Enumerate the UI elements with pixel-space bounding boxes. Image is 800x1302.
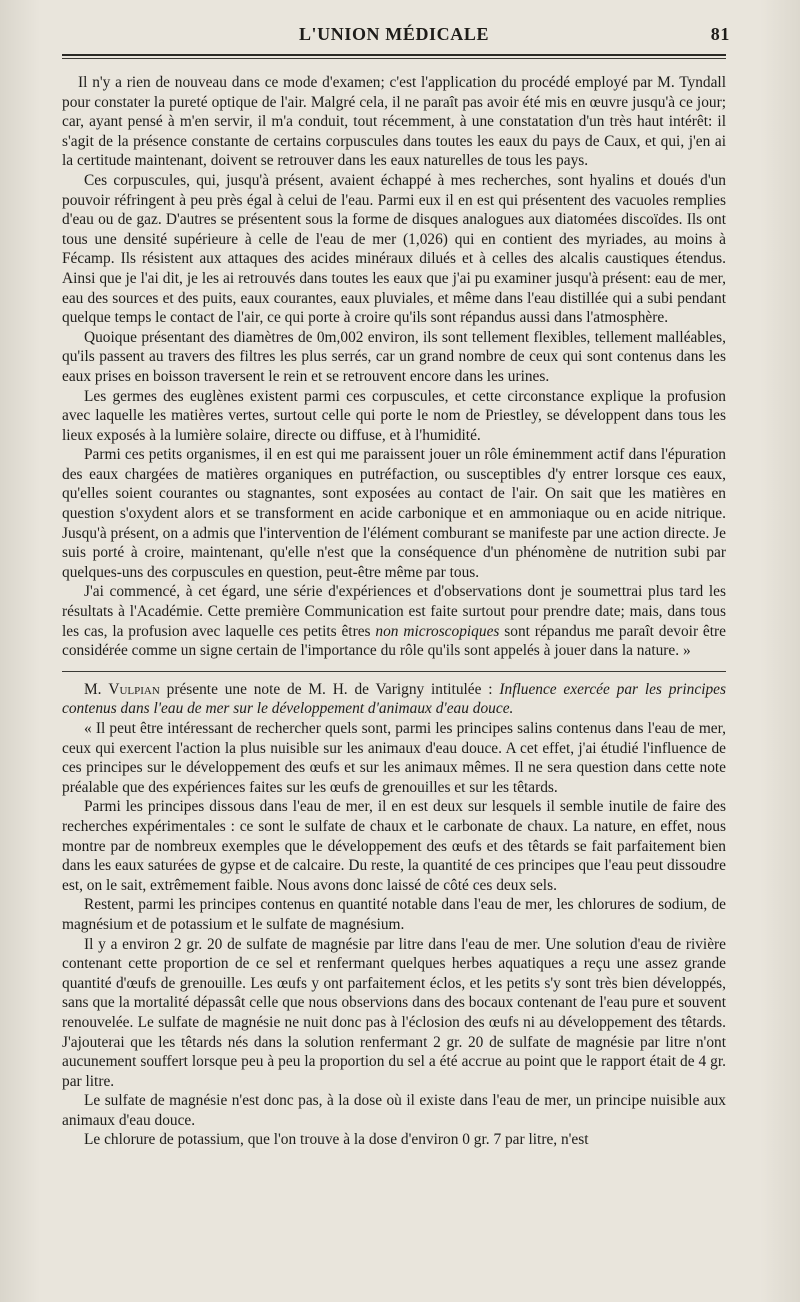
experiences-text-b: sont répandus me paraît devoir être considérée comme un signe certain de l'importance du rôle qu'ils sont appelés à jouer dans la nature. » (62, 622, 727, 660)
paragraph-interet: « Il peut être intéressant de rechercher quels sont, parmi les principes salins contenus dans l'eau de mer, ceux qui exercent l'action la plus nuisible sur les animaux d'eau douce. A cet effet, j'ai étudié l'influence de ces principes sur le développement des œufs et sur les animaux mêmes. Il ne sera question dans cette note préalable que des expériences faites sur les œufs de grenouilles et sur les têtards. (62, 720, 726, 796)
paragraph-vulpian-note (62, 680, 726, 719)
paragraph-tyndall: Il n'y a rien de nouveau dans ce mode d'examen; c'est l'application du procédé employé par M. Tyndall pour constater la pureté optique de l'air. Malgré cela, il ne paraît pas avoir été mis en œuvre jusqu'à ce jour; car, ayant pensé à m'en servir, il m'a conduit, tout récemment, à une constatation d'un très haut intérêt: il s'agit de la présence constante de certains corpuscules dans toutes les eaux du pays de Caux, et qui, j'en ai la certitude maintenant, doivent se retrouver dans les eaux naturelles de tous les pays. (62, 74, 726, 170)
paragraph-principes-dissous: Parmi les principes dissous dans l'eau de mer, il en est deux sur lesquels il semble inutile de faire des recherches expérimentales : ce sont le sulfate de chaux et le carbonate de chaux. La nature, en effet, nous montre par de nombreux exemples que le développement des œufs et des têtards se fait parfaitement bien dans les eaux saturées de gypse et de calcaire. Du reste, la quantité de ces principes que l'eau peut dissoudre est, on le sait, extrêmement faible. Nous avons donc laissé de côté ces deux sels. (62, 798, 726, 894)
paragraph-restent: Restent, parmi les principes contenus en quantité notable dans l'eau de mer, les chlorures de sodium, de magnésium et de potassium et le sulfate de magnésium. (62, 896, 726, 933)
paragraph-euglenes: Les germes des euglènes existent parmi ces corpuscules, et cette circonstance explique la profusion avec laquelle les matières vertes, surtout celle qui porte le nom de Priestley, se développent dans tous les lieux exposés à la lumière solaire, directe ou diffuse, et à l'humidité. (62, 387, 726, 444)
vulpian-prefix: M. (84, 680, 102, 698)
vulpian-name: Vulpian (108, 680, 160, 698)
article-body (62, 73, 726, 1150)
paragraph-experiences (62, 582, 726, 660)
section-divider (62, 671, 726, 672)
note-title: Influence exercée par les principes contenus dans l'eau de mer sur le développement d'animaux d'eau douce. (62, 680, 727, 718)
running-head (62, 20, 730, 48)
experiences-italic: non microscopiques (375, 622, 500, 640)
paragraph-corpuscules: Ces corpuscules, qui, jusqu'à présent, avaient échappé à mes recherches, sont hyalins et doués d'un pouvoir réfringent à peu près égal à celui de l'eau. Parmi eux il en est qui présentent des vacuoles remplies d'eau ou de gaz. D'autres se présentent sous la forme de disques analogues aux diatomées discoïdes. Ils ont tous une densité supérieure à celle de l'eau de mer (1,026) qui en contient des myriades, au moins à Fécamp. Ils résistent aux attaques des acides minéraux dilués et à celles des alcalis caustiques étendus. Ainsi que je l'ai dit, je les ai retrouvés dans toutes les eaux que j'ai pu examiner jusqu'à présent: eau de mer, eau des sources et des puits, eaux courantes, eaux pluviales, et même dans l'eau distillée qui a subi pendant quelque temps le contact de l'air, ce qui porte à croire qu'ils sont répandus aussi dans l'atmosphère. (62, 171, 726, 327)
header-rule-thick (62, 54, 726, 56)
paragraph-chlorure-potassium: Le chlorure de potassium, que l'on trouve à la dose d'environ 0 gr. 7 par litre, n'est (84, 1131, 589, 1149)
page-number: 81 (710, 24, 730, 44)
paragraph-organismes: Parmi ces petits organismes, il en est qui me paraissent jouer un rôle éminemment actif dans l'épuration des eaux chargées de matières organiques en putréfaction, ou susceptibles d'y entrer lorsque ces eaux, qu'elles soient courantes ou stagnantes, sont exposées au contact de l'air. On sait que les matières en question s'oxydent alors et se transforment en acide carbonique et en ammoniaque ou en acide nitrique. Jusqu'à présent, on a admis que l'intervention de l'élément comburant se manifeste par une action directe. Je suis porté à croire, maintenant, qu'elle n'est que la conséquence d'un phénomène de nutrition subi par quelques-uns des corpuscules en question, peut-être même par tous. (62, 446, 726, 581)
experiences-text-a: J'ai commencé, à cet égard, une série d'expériences et d'observations dont je soumettrai plus tard les résultats à l'Académie. Cette première Communication est faite surtout pour prendre date; mais, dans tous les cas, la profusion avec laquelle ces petits êtres (62, 583, 726, 640)
vulpian-intro: présente une note de M. H. de Varigny intitulée : (166, 680, 493, 698)
header-rule-thin (62, 58, 726, 59)
paragraph-conclusion-sulfate: Le sulfate de magnésie n'est donc pas, à la dose où il existe dans l'eau de mer, un principe nuisible aux animaux d'eau douce. (62, 1092, 726, 1129)
paragraph-diametres: Quoique présentant des diamètres de 0m,002 environ, ils sont tellement flexibles, tellement malléables, qu'ils passent au travers des filtres les plus serrés, car un grand nombre de ceux qui sont contenus dans les eaux prises en boisson traversent le rein et se retrouvent encore dans les urines. (62, 328, 726, 385)
journal-title: L'UNION MÉDICALE (298, 24, 490, 44)
paragraph-sulfate-magnesie: Il y a environ 2 gr. 20 de sulfate de magnésie par litre dans l'eau de mer. Une solution d'eau de rivière contenant cette proportion de ce sel et renfermant quelques herbes aquatiques a reçu une assez grande quantité d'œufs de grenouille. Les œufs y ont parfaitement éclos, et les petits s'y sont très bien développés, sans que la mortalité dépassât celle que nous observions dans des bocaux contenant de l'eau pure et souvent renouvelée. Le sulfate de magnésie ne nuit donc pas à l'éclosion des œufs ni au développement des têtards. J'ajouterai que les têtards nés dans la solution renfermant 2 gr. 20 de sulfate de magnésie par litre n'ont aucunement souffert lorsque peu à peu la proportion du sel a été accrue au point que le rapport était de 4 gr. par litre. (62, 935, 726, 1090)
